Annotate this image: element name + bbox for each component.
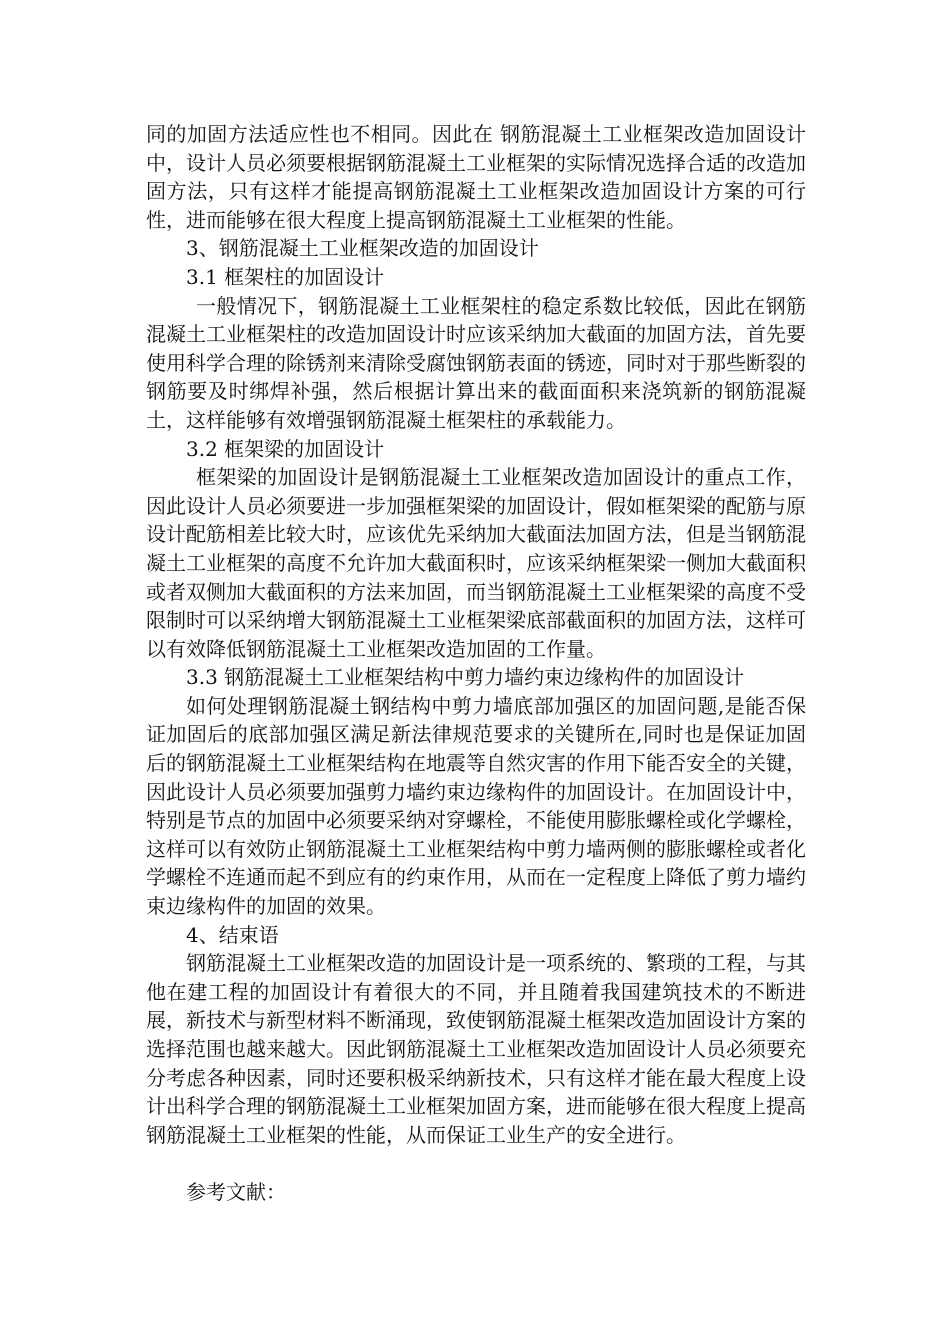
subsection-3-2-paragraph: 框架梁的加固设计是钢筋混凝土工业框架改造加固设计的重点工作，因此设计人员必须要进一步加强框架梁的加固设计，假如框架梁的配筋与原设计配筋相差比较大时，应该优先采纳加大截面法加固方法，但是当钢筋混凝土工业框架的高度不允许加大截面积时，应该采纳框架梁一侧加大截面积或者双侧加大截面积的方法来加固，而当钢筋混凝土工业框架梁的高度不受限制时可以采纳增大钢筋混凝土工业框架梁底部截面积的加固方法，这样可以有效降低钢筋混凝土工业框架改造加固的工作量。: [146, 465, 806, 661]
conclusion-paragraph: 钢筋混凝土工业框架改造的加固设计是一项系统的、繁琐的工程，与其他在建工程的加固设计有着很大的不同，并且随着我国建筑技术的不断进展，新技术与新型材料不断涌现，致使钢筋混凝土框架改造加固设计方案的选择范围也越来越大。因此钢筋混凝土工业框架改造加固设计人员必须要充分考虑各种因素，同时还要积极采纳新技术，只有这样才能在最大程度上设计出科学合理的钢筋混凝土工业框架加固方案，进而能够在很大程度上提高钢筋混凝土工业框架的性能，从而保证工业生产的安全进行。: [146, 951, 806, 1147]
section-4-heading: 4、结束语: [186, 922, 279, 947]
subsection-3-3-heading: 3.3 钢筋混凝土工业框架结构中剪力墙约束边缘构件的加固设计: [186, 665, 745, 690]
subsection-3-3-paragraph: 如何处理钢筋混凝土钢结构中剪力墙底部加强区的加固问题,是能否保证加固后的底部加强区满足新法律规范要求的关键所在,同时也是保证加固后的钢筋混凝土工业框架结构在地震等自然灾害的作用下能否安全的关键，因此设计人员必须要加强剪力墙约束边缘构件的加固设计。在加固设计中，特别是节点的加固中必须要采纳对穿螺栓，不能使用膨胀螺栓或化学螺栓，这样可以有效防止钢筋混凝土工业框架结构中剪力墙两侧的膨胀螺栓或者化学螺栓不连通而起不到应有的约束作用，从而在一定程度上降低了剪力墙约束边缘构件的加固的效果。: [146, 693, 806, 919]
subsection-3-2-heading: 3.2 框架梁的加固设计: [186, 436, 385, 461]
document-body: [146, 120, 806, 1207]
intro-paragraph: 同的加固方法适应性也不相同。因此在 钢筋混凝土工业框架改造加固设计中，设计人员必须要根据钢筋混凝土工业框架的实际情况选择合适的改造加固方法，只有这样才能提高钢筋混凝土工业框架改造加固设计方案的可行性，进而能够在很大程度上提高钢筋混凝土工业框架的性能。: [146, 122, 806, 232]
subsection-3-1-paragraph: 一般情况下，钢筋混凝土工业框架柱的稳定系数比较低，因此在钢筋混凝土工业框架柱的改造加固设计时应该采纳加大截面的加固方法，首先要使用科学合理的除锈剂来清除受腐蚀钢筋表面的锈迹，同时对于那些断裂的钢筋要及时绑焊补强，然后根据计算出来的截面面积来浇筑新的钢筋混凝土，这样能够有效增强钢筋混凝土框架柱的承载能力。: [146, 293, 806, 432]
subsection-3-1-heading: 3.1 框架柱的加固设计: [186, 264, 385, 289]
blank-line: [146, 1149, 806, 1178]
section-3-heading: 3、钢筋混凝土工业框架改造的加固设计: [186, 236, 539, 261]
references-heading: 参考文献：: [186, 1179, 286, 1204]
